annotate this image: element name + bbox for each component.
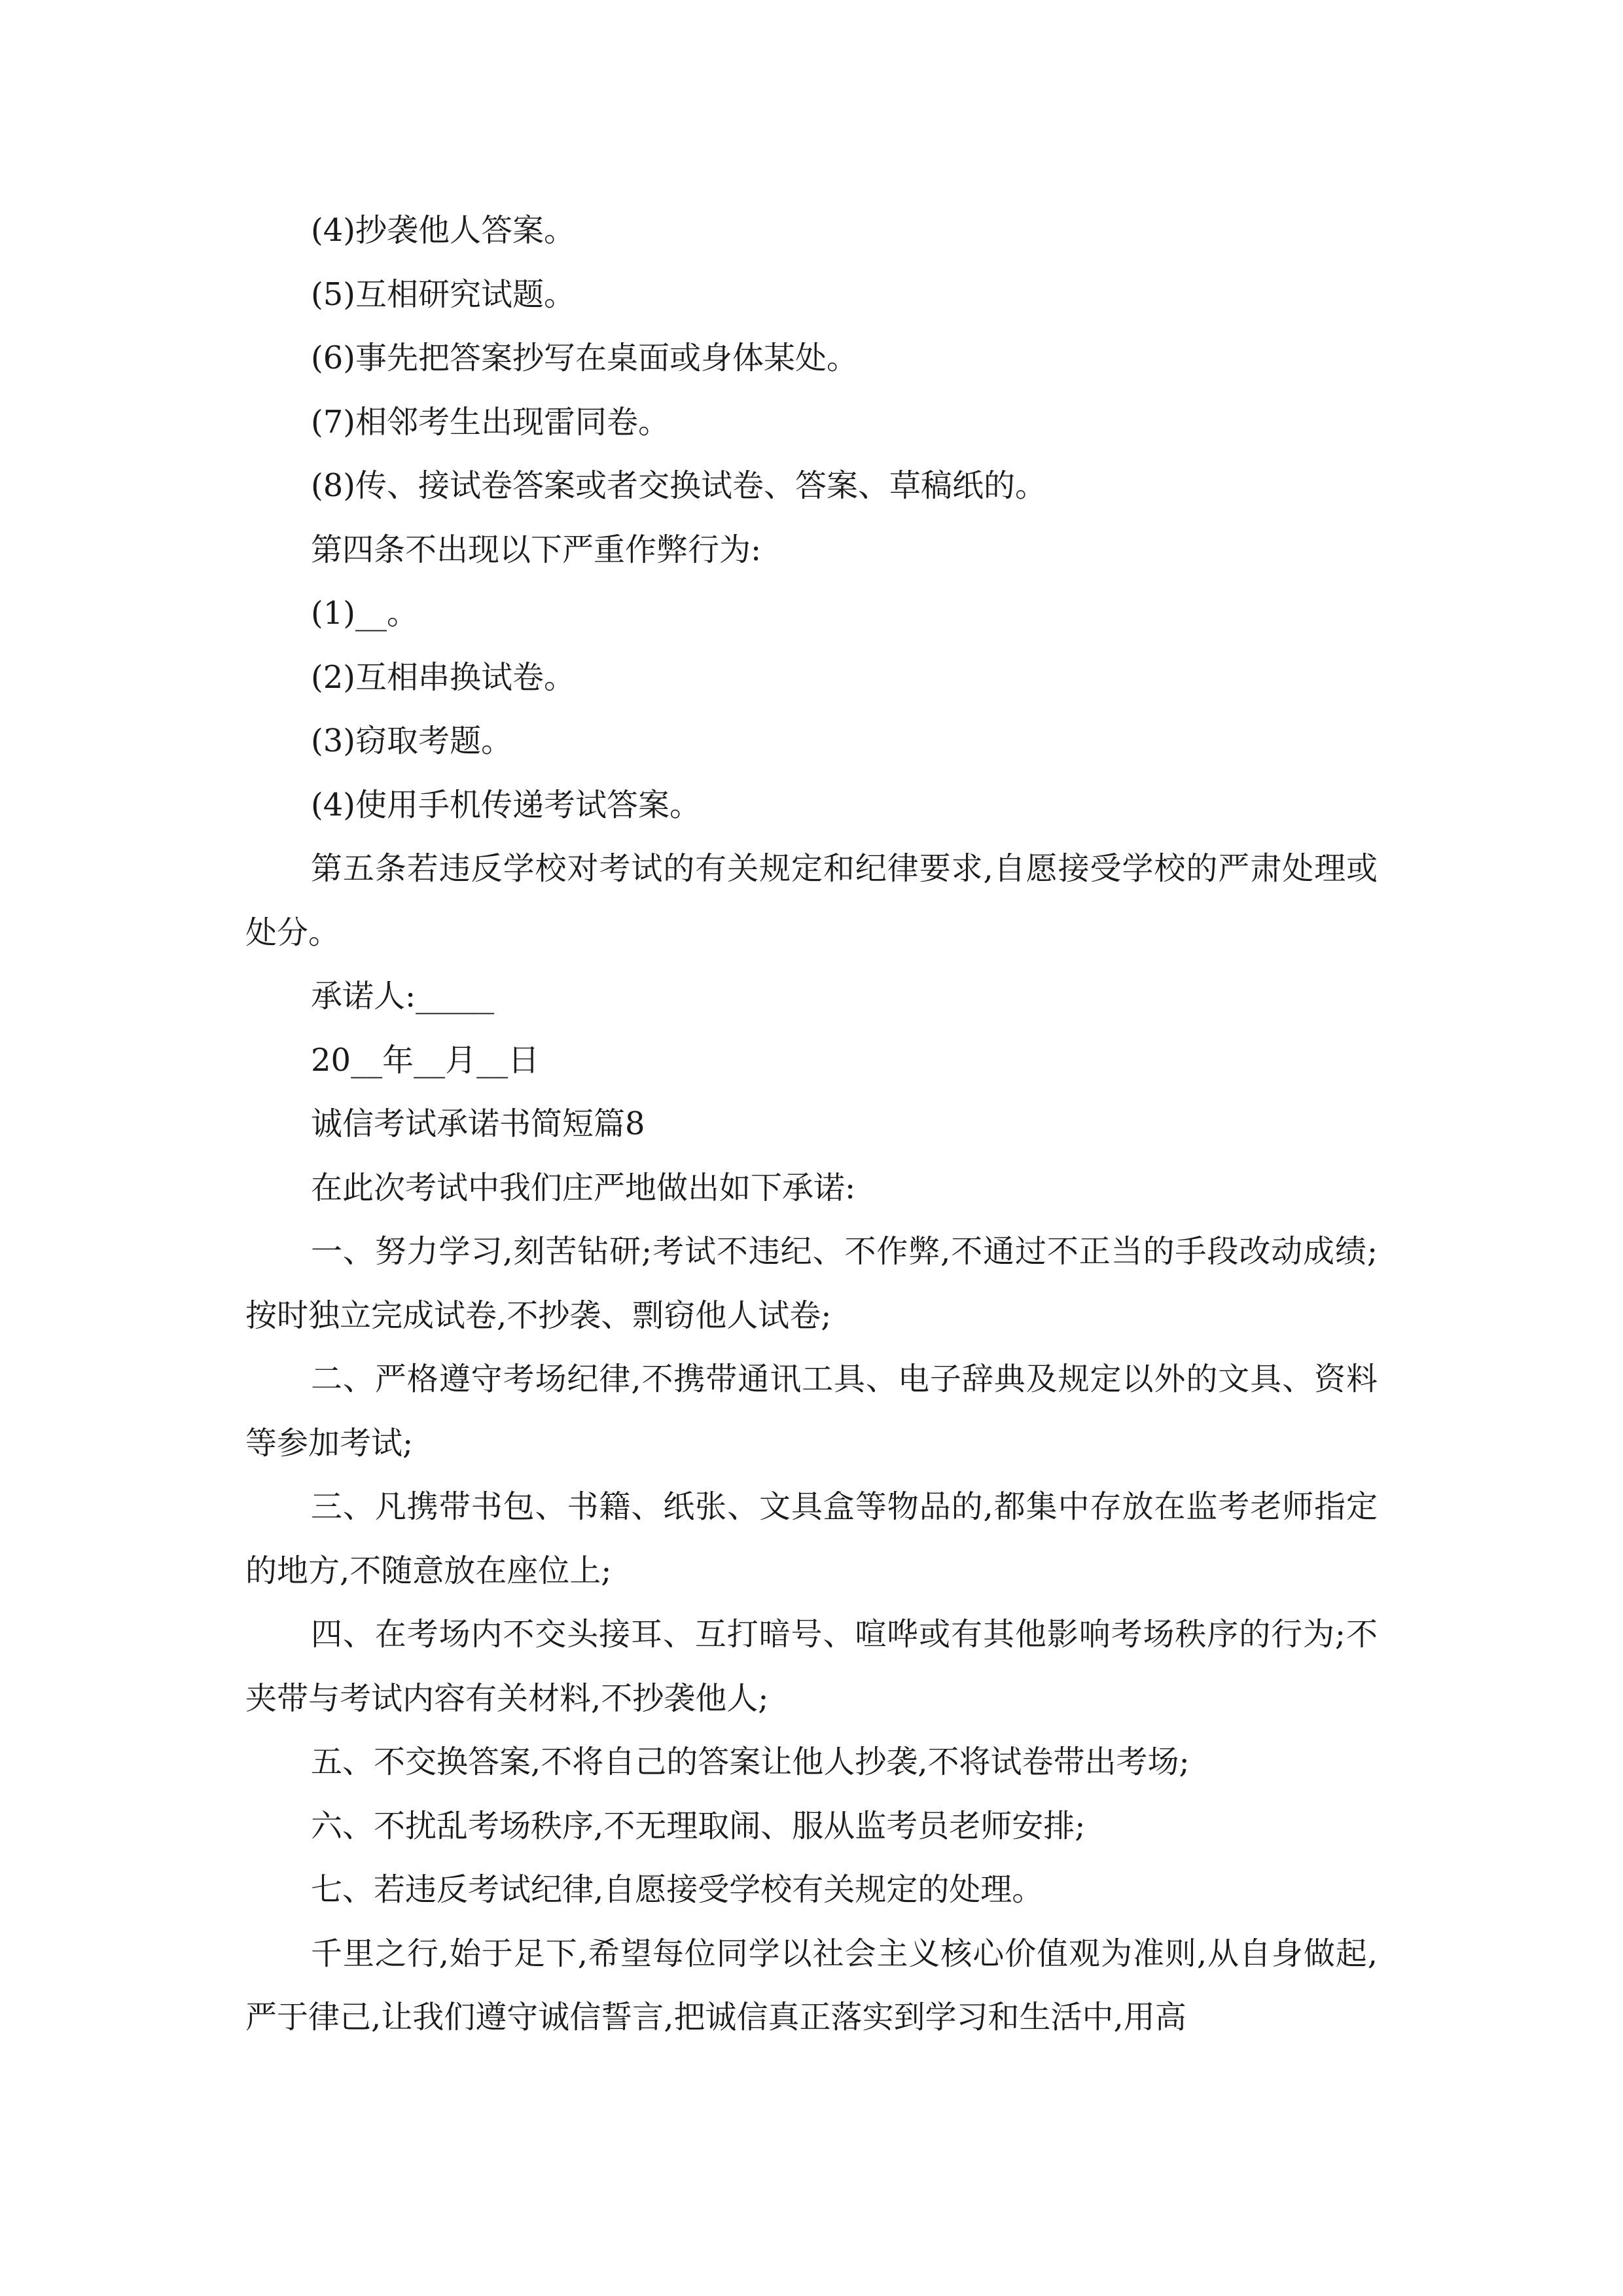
paragraph: (5)互相研究试题。 <box>311 276 575 313</box>
date-line: 20__年__月__日 <box>311 1041 540 1079</box>
paragraph: (2)互相串换试卷。 <box>311 658 575 696</box>
signature-line: 承诺人:_____ <box>311 978 495 1014</box>
paragraph: (8)传、接试卷答案或者交换试卷、答案、草稿纸的。 <box>311 467 1046 504</box>
section-heading: 第四条不出现以下严重作弊行为: <box>311 531 762 568</box>
paragraph: (4)使用手机传递考试答案。 <box>311 786 701 823</box>
paragraph: (1)__。 <box>311 595 418 632</box>
paragraph: 二、严格遵守考场纪律,不携带通讯工具、电子辞典及规定以外的文具、资料等参加考试; <box>245 1361 1378 1462</box>
paragraph: 在此次考试中我们庄严地做出如下承诺: <box>311 1169 856 1206</box>
paragraph: 三、凡携带书包、书籍、纸张、文具盒等物品的,都集中存放在监考老师指定的地方,不随意放在座位上; <box>245 1488 1378 1589</box>
paragraph: (4)抄袭他人答案。 <box>311 212 575 249</box>
document-body <box>245 199 1378 2050</box>
paragraph: 一、努力学习,刻苦钻研;考试不违纪、不作弊,不通过不正当的手段改动成绩;按时独立完成试卷,不抄袭、剽窃他人试卷; <box>245 1233 1378 1334</box>
paragraph: 第五条若违反学校对考试的有关规定和纪律要求,自愿接受学校的严肃处理或处分。 <box>245 850 1378 951</box>
paragraph: (6)事先把答案抄写在桌面或身体某处。 <box>311 340 858 376</box>
paragraph: (3)窃取考题。 <box>311 723 512 759</box>
document-title: 诚信考试承诺书简短篇8 <box>311 1105 645 1142</box>
paragraph: 六、不扰乱考场秩序,不无理取闹、服从监考员老师安排; <box>311 1807 1086 1844</box>
paragraph: 千里之行,始于足下,希望每位同学以社会主义核心价值观为准则,从自身做起,严于律己,让我们遵守诚信誓言,把诚信真正落实到学习和生活中,用高 <box>245 1935 1378 2036</box>
paragraph: 五、不交换答案,不将自己的答案让他人抄袭,不将试卷带出考场; <box>311 1744 1190 1780</box>
paragraph: 七、若违反考试纪律,自愿接受学校有关规定的处理。 <box>311 1871 1044 1908</box>
paragraph: 四、在考场内不交头接耳、互打暗号、喧哗或有其他影响考场秩序的行为;不夹带与考试内容有关材料,不抄袭他人; <box>245 1616 1378 1717</box>
paragraph: (7)相邻考生出现雷同卷。 <box>311 403 669 440</box>
